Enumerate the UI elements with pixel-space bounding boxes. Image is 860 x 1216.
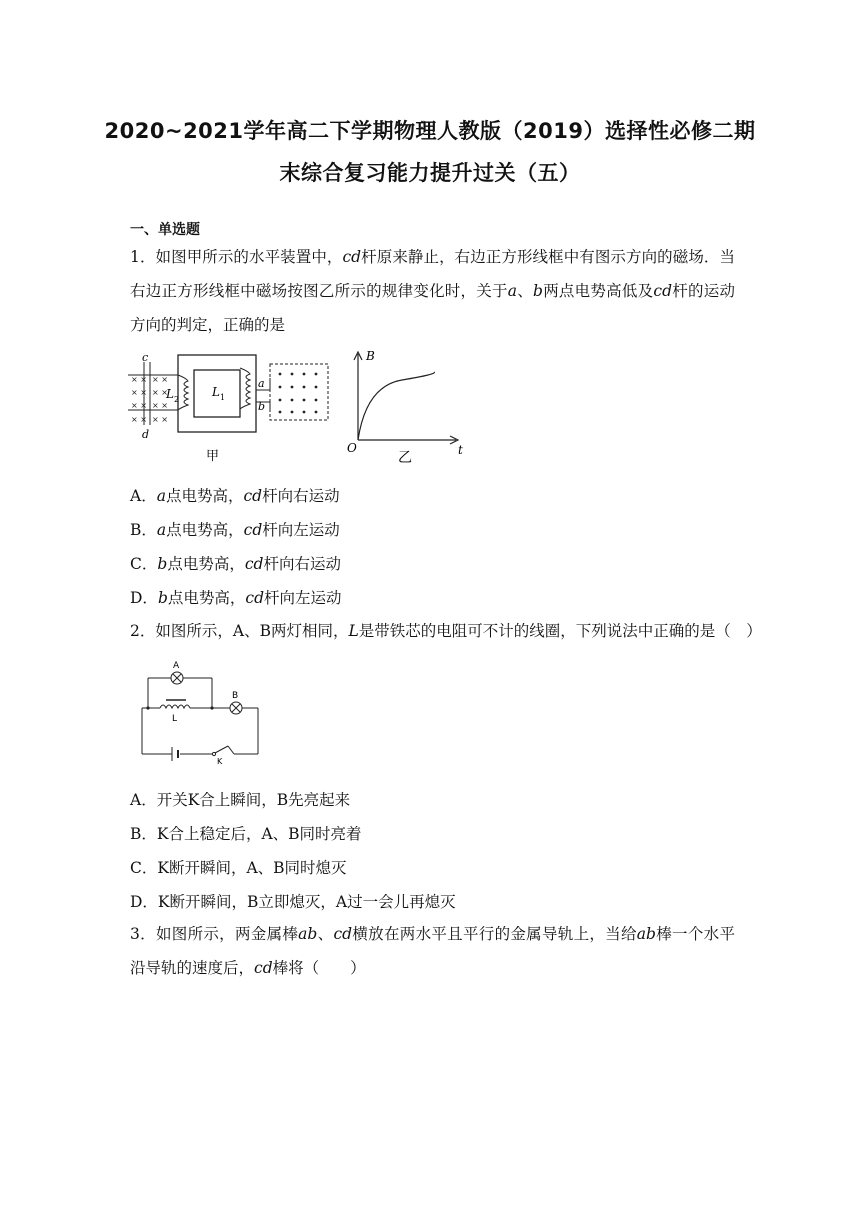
q1-cd-1: cd — [342, 248, 362, 266]
label-coil-L: L — [172, 714, 178, 724]
q3-ab-2: ab — [636, 925, 656, 943]
option-var: a — [156, 487, 166, 505]
label-d: d — [142, 428, 150, 441]
figure-jia-transformer — [128, 350, 333, 465]
graph-axis-t: t — [458, 443, 463, 457]
q3-sep: 、 — [317, 925, 334, 943]
question-3-number: 3． — [130, 925, 156, 943]
document-title-line-2: 末综合复习能力提升过关（五） — [279, 161, 581, 185]
q1-option-c[interactable] — [130, 552, 341, 574]
q1-text-4: 杆的运动方向的判定，正确的是 — [130, 282, 735, 334]
caption-jia: 甲 — [206, 449, 220, 464]
option-var: a — [156, 521, 167, 539]
q3-text-1: 如图所示，两金属棒 — [155, 925, 299, 943]
svg-text:× ×: × × — [131, 401, 147, 410]
q3-cd-1: cd — [333, 925, 353, 943]
q1-a: a — [507, 282, 518, 300]
option-end: 杆向左运动 — [262, 521, 340, 539]
label-switch-K: K — [217, 757, 223, 766]
svg-text:× ×: × × — [152, 401, 168, 410]
q1-option-b[interactable] — [130, 518, 340, 540]
option-cd: cd — [243, 521, 263, 539]
svg-text:× ×: × × — [131, 388, 147, 397]
option-mid: 点电势高， — [165, 487, 244, 505]
q1-text-2: 杆原来静止，右边正方形线框中有图示方向的磁场．当右边正方形线框中磁场按图乙所示的规律变化时，关于 — [130, 248, 735, 300]
q1-b: b — [533, 282, 543, 300]
q1-cd-2: cd — [653, 282, 672, 300]
q3-cd-2: cd — [254, 959, 273, 977]
svg-text:× ×: × × — [152, 375, 168, 384]
label-L1: L — [212, 385, 220, 399]
q2-option-d[interactable]: D．K断开瞬间，B立即熄灭，A过一会儿再熄灭 — [130, 893, 456, 911]
option-mid: 点电势高， — [167, 555, 245, 573]
q1-text-1: 如图甲所示的水平装置中， — [155, 248, 343, 266]
q3-text-2: 横放在两水平且平行的金属导轨上，当给 — [352, 925, 637, 943]
option-end: 杆向右运动 — [263, 555, 341, 573]
q2-option-b[interactable]: B．K合上稳定后，A、B同时亮着 — [130, 825, 362, 843]
q1-sep: 、 — [517, 282, 534, 300]
question-3-stem — [130, 917, 735, 985]
option-label: A． — [130, 487, 157, 505]
option-label: D． — [130, 589, 158, 607]
option-end: 杆向左运动 — [264, 589, 342, 607]
label-lamp-B: B — [232, 691, 239, 701]
label-L2: L — [166, 387, 174, 401]
svg-text:× ×: × × — [152, 415, 168, 424]
option-mid: 点电势高， — [166, 521, 244, 539]
label-L2-sub: 2 — [174, 395, 180, 404]
label-b: b — [258, 400, 266, 413]
svg-text:× ×: × × — [131, 415, 147, 424]
question-1-number: 1． — [130, 248, 156, 266]
q1-option-d[interactable] — [130, 586, 342, 608]
question-2-stem — [130, 619, 762, 641]
label-L1-sub: 1 — [220, 393, 226, 402]
document-title-line-1: 2020~2021学年高二下学期物理人教版（2019）选择性必修二期 — [104, 119, 756, 143]
q3-ab-1: ab — [298, 925, 318, 943]
figure-q2-circuit — [132, 658, 262, 766]
option-label: C． — [130, 555, 158, 573]
q1-text-3: 两点电势高低及 — [542, 282, 654, 300]
question-2-number: 2． — [130, 622, 156, 640]
graph-axis-B: B — [366, 349, 375, 363]
caption-yi: 乙 — [398, 450, 412, 466]
option-cd: cd — [245, 589, 264, 607]
option-var: b — [157, 555, 168, 573]
graph-origin-O: O — [347, 441, 357, 455]
option-cd: cd — [243, 487, 263, 505]
option-mid: 点电势高， — [167, 589, 246, 607]
q1-option-a[interactable] — [130, 484, 340, 506]
section-heading: 一、单选题 — [130, 222, 200, 238]
q3-text-4: 棒将（ ） — [272, 959, 366, 977]
label-a: a — [258, 377, 265, 390]
q2-option-a[interactable]: A．开关K合上瞬间，B先亮起来 — [130, 791, 351, 809]
label-c: c — [142, 351, 149, 364]
q2-option-c[interactable]: C．K断开瞬间，A、B同时熄灭 — [130, 859, 347, 877]
option-cd: cd — [244, 555, 264, 573]
option-var: b — [157, 589, 168, 607]
svg-text:× ×: × × — [152, 388, 168, 397]
q3-text-3: 棒一个水平沿导轨的速度后， — [130, 925, 735, 977]
q2-L: L — [348, 622, 359, 640]
label-lamp-A: A — [173, 661, 180, 671]
q2-text-1: 如图所示，A、B两灯相同， — [155, 622, 349, 640]
svg-text:× ×: × × — [131, 375, 147, 384]
q2-text-2: 是带铁芯的电阻可不计的线圈，下列说法中正确的是（ ） — [358, 622, 762, 640]
figure-yi-b-t-graph — [342, 346, 470, 468]
option-label: B． — [130, 521, 157, 539]
question-1-stem — [130, 240, 735, 342]
option-end: 杆向右运动 — [262, 487, 340, 505]
